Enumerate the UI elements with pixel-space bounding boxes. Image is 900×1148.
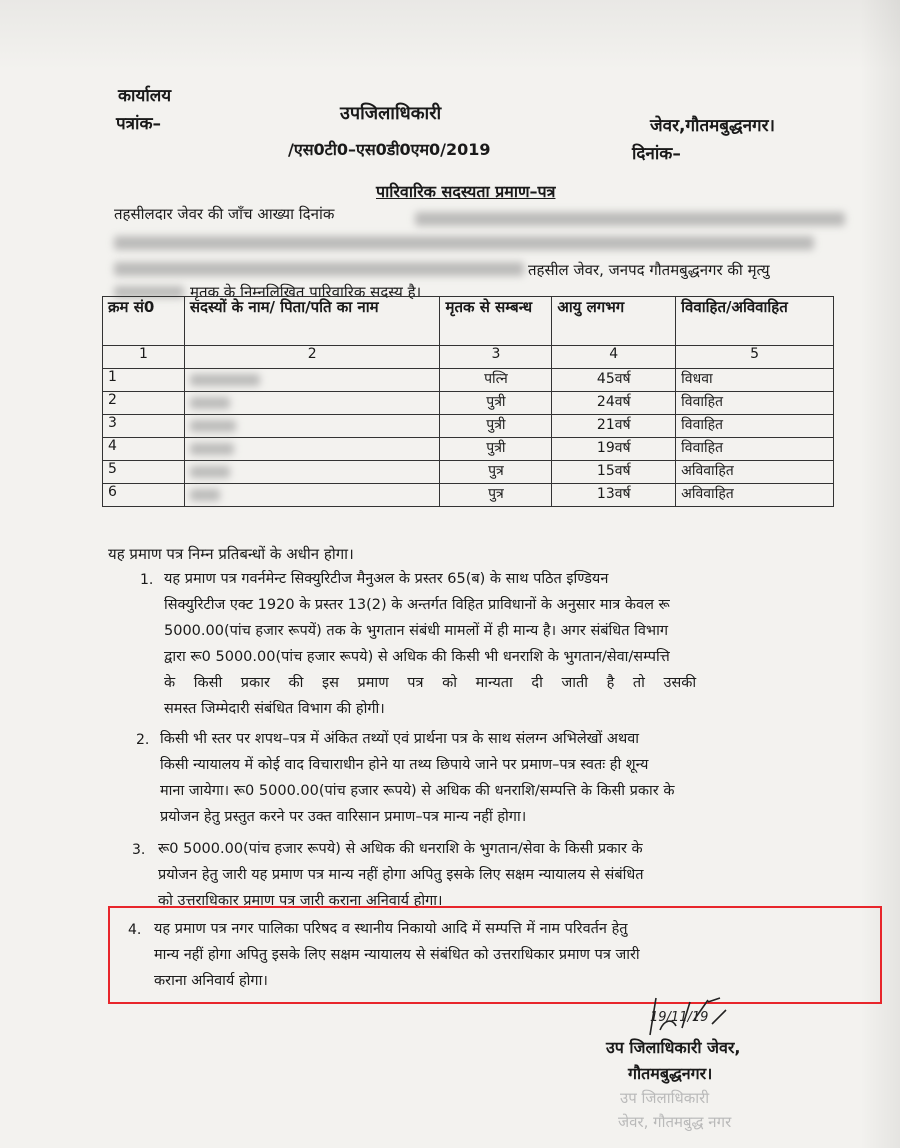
cell-relation: पुत्र [440, 461, 552, 484]
cell-relation: पत्नि [440, 369, 552, 392]
condition-number: 3. [132, 842, 146, 858]
stamp-line2: जेवर, गौतमबुद्ध नगर [618, 1113, 732, 1131]
col-sno-header: क्रम सं0 [103, 297, 185, 346]
signature-line1: उप जिलाधिकारी जेवर, [606, 1038, 741, 1057]
condition-number: 4. [128, 922, 142, 938]
table-row [103, 392, 834, 415]
cell-status: अविवाहित [676, 461, 834, 484]
col-number: 1 [103, 346, 185, 369]
cell-name-redacted [184, 392, 440, 415]
ref-label: पत्रांक– [116, 114, 161, 134]
cell-age: 45वर्ष [552, 369, 676, 392]
cell-name-redacted [184, 461, 440, 484]
cell-status: विवाहित [676, 438, 834, 461]
stamp-line1: उप जिलाधिकारी [620, 1089, 710, 1107]
cell-name-redacted [184, 415, 440, 438]
table-row [103, 415, 834, 438]
table-header-row [103, 297, 834, 346]
col-number: 3 [440, 346, 552, 369]
cell-age: 15वर्ष [552, 461, 676, 484]
condition-number: 2. [136, 732, 150, 748]
cell-sno: 2 [103, 392, 185, 415]
cell-age: 21वर्ष [552, 415, 676, 438]
office-title: उपजिलाधिकारी [340, 103, 442, 124]
col-number: 4 [552, 346, 676, 369]
condition-1-text: यह प्रमाण पत्र गवर्नमेन्ट सिक्युरिटीज मैनुअल के प्रस्तर 65(ब) के साथ पठित इण्डियन सिक्युरिटीज एक्ट 1920 के प्रस्तर 13(2) के अन्तर्गत विहित प्राविधानों के अनुसार मात्र केवल रू 5000.00(पांच हजार रूपयें) तक के भुगतान संबंधी मामलों में ही मान्य है। अगर संबंधित विभाग द्वारा रू0 5000.00(पांच हजार रूपये) से अधिक की किसी भी धनराशि के भुगतान/सेवा/सम्पत्ति के किसी प्रकार की इस प्रमाण पत्र को मान्यता दी जाती है तो उसकी समस्त जिम्मेदारी संबंधित विभाग की होगी। [164, 571, 697, 717]
intro-line3: तहसील जेवर, जनपद गौतमबुद्धनगर की मृत्यु [528, 261, 770, 279]
cell-relation: पुत्री [440, 392, 552, 415]
redacted-text [114, 262, 524, 276]
col-number: 2 [184, 346, 440, 369]
cell-sno: 3 [103, 415, 185, 438]
col-name-header: सदस्यों के नाम/ पिता/पति का नाम [184, 297, 440, 346]
table-row [103, 484, 834, 507]
column-number-row [103, 346, 834, 369]
cell-status: अविवाहित [676, 484, 834, 507]
signature-line2: गौतमबुद्धनगर। [628, 1064, 713, 1083]
cell-age: 19वर्ष [552, 438, 676, 461]
page-shade [0, 0, 900, 70]
col-status-header: विवाहित/अविवाहित [676, 297, 834, 346]
table-row [103, 461, 834, 484]
cell-age: 24वर्ष [552, 392, 676, 415]
col-age-header: आयु लगभग [552, 297, 676, 346]
redacted-text [114, 236, 814, 250]
intro-line4: मृतक के निम्नलिखित पारिवारिक सदस्य है। [190, 283, 422, 301]
cell-sno: 6 [103, 484, 185, 507]
cell-sno: 4 [103, 438, 185, 461]
members-table [102, 296, 834, 507]
col-number: 5 [676, 346, 834, 369]
location: जेवर,गौतमबुद्धनगर। [650, 116, 775, 136]
condition-3-text: रू0 5000.00(पांच हजार रूपये) से अधिक की धनराशि के भुगतान/सेवा के किसी प्रकार के प्रयोजन हेतु जारी यह प्रमाण पत्र मान्य नहीं होगा अपितु इसके लिए सक्षम न्यायालय से संबंधित को उत्तराधिकार प्रमाण पत्र जारी कराना अनिवार्य होगा। [158, 841, 644, 909]
office-label: कार्यालय [118, 86, 172, 106]
conditions-intro: यह प्रमाण पत्र निम्न प्रतिबन्धों के अधीन होगा। [108, 545, 354, 563]
ref-number: /एस0टी0–एस0डी0एम0/2019 [288, 140, 491, 159]
cell-age: 13वर्ष [552, 484, 676, 507]
cell-sno: 5 [103, 461, 185, 484]
condition-4-text: यह प्रमाण पत्र नगर पालिका परिषद व स्थानीय निकायो आदि में सम्पत्ति में नाम परिवर्तन हेतु मान्य नहीं होगा अपितु इसके लिए सक्षम न्यायालय से संबंधित को उत्तराधिकार प्रमाण पत्र जारी कराना अनिवार्य होगा। [154, 921, 640, 989]
cell-status: विवाहित [676, 415, 834, 438]
cell-relation: पुत्र [440, 484, 552, 507]
cell-relation: पुत्री [440, 438, 552, 461]
cell-name-redacted [184, 438, 440, 461]
cell-sno: 1 [103, 369, 185, 392]
col-relation-header: मृतक से सम्बन्ध [440, 297, 552, 346]
certificate-title: पारिवारिक सदस्यता प्रमाण–पत्र [376, 182, 556, 201]
cell-name-redacted [184, 369, 440, 392]
table-row [103, 438, 834, 461]
condition-number: 1. [140, 572, 154, 588]
intro-line1: तहसीलदार जेवर की जाँच आख्या दिनांक [114, 205, 335, 223]
cell-relation: पुत्री [440, 415, 552, 438]
redacted-text [415, 212, 845, 226]
cell-status: विवाहित [676, 392, 834, 415]
date-label: दिनांक– [632, 144, 681, 164]
highlight-box [108, 906, 882, 1004]
cell-status: विधवा [676, 369, 834, 392]
signature-date: 19/11/19 [650, 1010, 709, 1025]
cell-name-redacted [184, 484, 440, 507]
condition-2-text: किसी भी स्तर पर शपथ–पत्र में अंकित तथ्यों एवं प्रार्थना पत्र के साथ संलग्न अभिलेखों अथवा किसी न्यायालय में कोई वाद विचाराधीन होने या तथ्य छिपाये जाने पर प्रमाण–पत्र स्वतः ही शून्य माना जायेगा। रू0 5000.00(पांच हजार रूपये) से अधिक की धनराशि/सम्पत्ति के किसी प्रकार के प्रयोजन हेतु प्रस्तुत करने पर उक्त वारिसान प्रमाण–पत्र मान्य नहीं होगा। [160, 731, 675, 825]
table-row [103, 369, 834, 392]
